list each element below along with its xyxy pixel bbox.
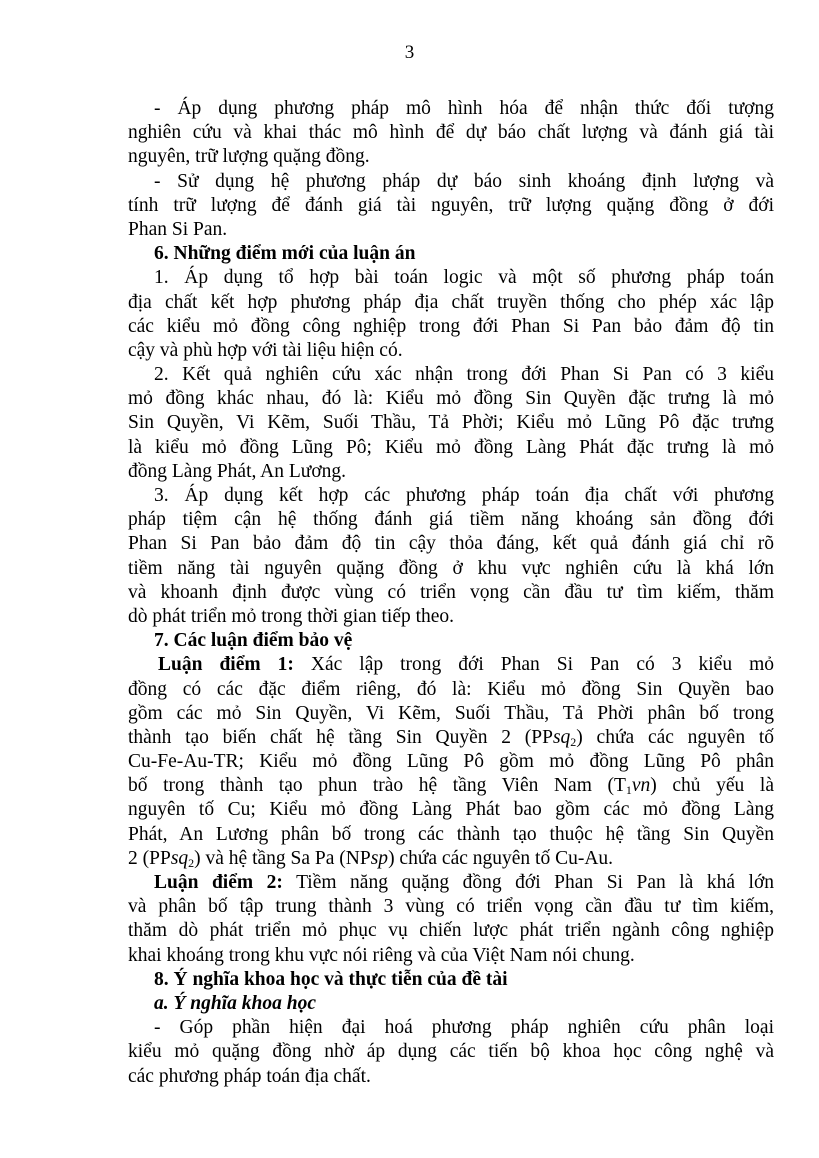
text-line: 1. Áp dụng tổ hợp bài toán logic và một số phương pháp toán [154,267,774,289]
text-line: Cu-Fe-Au-TR; Kiểu mỏ đồng Lũng Pô gồm mỏ đồng Lũng Pô phân [128,751,774,773]
text-line: pháp tiệm cận hệ thống đánh giá tiềm năng khoáng sản đồng đới [128,509,774,531]
text-line: Phan Si Pan bảo đảm độ tin cậy thỏa đáng, kết quả đánh giá chỉ rõ [128,533,774,555]
text-line: đồng có các đặc điểm riêng, đó là: Kiểu mỏ đồng Sin Quyền bao [128,678,774,700]
text-line: mỏ đồng khác nhau, đó là: Kiểu mỏ đồng Sin Quyền đặc trưng là mỏ [128,388,774,410]
section-heading-6: 6. Những điểm mới của luận án [154,243,416,265]
text-line: Luận điểm 1: Xác lập trong đới Phan Si Pan có 3 kiểu mỏ [158,654,774,676]
text-line: tiềm năng tài nguyên quặng đồng ở khu vực nghiên cứu là khá lớn [128,557,774,579]
text-line: và phân bố tập trung thành 3 vùng có triển vọng cần đầu tư tìm kiếm, [128,896,774,918]
text-line: khai khoáng trong khu vực nói riêng và của Việt Nam nói chung. [128,944,635,966]
bullet-line: - Sử dụng hệ phương pháp dự báo sinh khoáng định lượng và [154,170,774,192]
text-line: kiểu mỏ quặng đồng nhờ áp dụng các tiến bộ khoa học công nghệ và [128,1041,774,1063]
text-line: 2 (PPsq$_2$) và hệ tầng Sa Pa (NPsp) chứa các nguyên tố Cu-Au. [128,847,614,870]
bullet-line: - Áp dụng phương pháp mô hình hóa để nhận thức đối tượng [154,98,774,119]
text-line: Luận điểm 2: Tiềm năng quặng đồng đới Phan Si Pan là khá lớn [154,872,775,893]
text-line: nguyên tố Cu; Kiểu mỏ đồng Làng Phát bao gồm các mỏ đồng Làng [128,799,774,821]
section-heading-8: 8. Ý nghĩa khoa học và thực tiễn của đề tài [154,968,508,990]
text-line: 2. Kết quả nghiên cứu xác nhận trong đới Phan Si Pan có 3 kiểu [154,364,774,386]
text-line: Phát, An Lương phân bố trong các thành tạo thuộc hệ tầng Sin Quyền [128,823,774,845]
text-line: cậy và phù hợp với tài liệu hiện có. [128,339,403,361]
body-text [128,97,774,1089]
text-line: Sin Quyền, Vi Kẽm, Suối Thầu, Tả Phời; Kiểu mỏ Lũng Pô đặc trưng [128,412,774,434]
subsection-heading-a: a. Ý nghĩa khoa học [154,992,316,1014]
text-line: dò phát triển mỏ trong thời gian tiếp theo. [128,605,455,627]
page-number: 3 [404,42,415,63]
text-line: các phương pháp toán địa chất. [128,1065,371,1087]
text-line: đồng Làng Phát, An Lương. [128,460,347,482]
text-line: gồm các mỏ Sin Quyền, Vi Kẽm, Suối Thầu, Tả Phời phân bố trong [128,702,774,724]
text-line: thăm dò phát triển mỏ phục vụ chiến lược phát triển ngành công nghiệp [128,920,774,942]
text-line: thành tạo biến chất hệ tầng Sin Quyền 2 (PPsq$_2$) chứa các nguyên tố [128,726,774,749]
text-line: Phan Si Pan. [128,218,228,240]
text-line: tính trữ lượng để đánh giá tài nguyên, trữ lượng quặng đồng ở đới [128,194,774,216]
text-line: và khoanh định được vùng có triển vọng cần đầu tư tìm kiếm, thăm [128,581,774,603]
section-heading-7: 7. Các luận điểm bảo vệ [154,630,353,652]
text-line: bố trong thành tạo phun trào hệ tầng Viên Nam $(T_1vn)$ chủ yếu là [128,775,774,798]
bullet-line: - Góp phần hiện đại hoá phương pháp nghiên cứu phân loại [154,1017,774,1039]
thesis-label-1: Luận điểm 1: [158,654,294,676]
text-line: nghiên cứu và khai thác mô hình để dự báo chất lượng và đánh giá tài [128,122,774,144]
text-line: các kiểu mỏ đồng công nghiệp trong đới Phan Si Pan bảo đảm độ tin [128,315,774,337]
text-line: địa chất kết hợp phương pháp địa chất truyền thống cho phép xác lập [128,291,774,313]
thesis-label-2: Luận điểm 2: [154,872,283,893]
text-line: là kiểu mỏ đồng Lũng Pô; Kiểu mỏ đồng Làng Phát đặc trưng là mỏ [128,436,774,458]
text-line: nguyên, trữ lượng quặng đồng. [128,146,370,168]
text-line: 3. Áp dụng kết hợp các phương pháp toán địa chất với phương [154,485,774,506]
